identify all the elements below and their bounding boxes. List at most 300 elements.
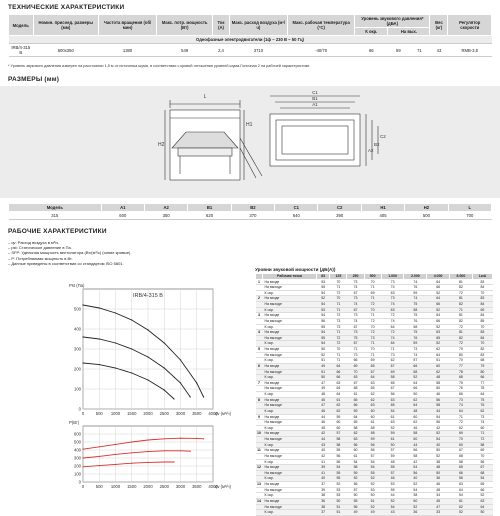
y-tick-label: 0: [78, 406, 81, 412]
sound-cell: 55: [347, 498, 364, 504]
sound-cell: 63: [381, 290, 404, 296]
specs-heading: ТЕХНИЧЕСКИЕ ХАРАКТЕРИСТИКИ: [8, 4, 125, 11]
sound-cell: 57: [364, 453, 381, 459]
sound-cell: 64: [472, 504, 492, 510]
sound-cell: 52: [427, 324, 450, 330]
dims-cell: 640: [275, 212, 318, 220]
sound-cell: 71: [364, 352, 381, 358]
data-point: [131, 463, 132, 464]
sound-cell: 51: [317, 358, 330, 364]
sound-cell: 58: [347, 465, 364, 471]
x-tick-label: 3000: [175, 411, 186, 416]
sound-cell: 66: [450, 392, 473, 398]
sound-cell: 64: [427, 296, 450, 302]
sound-cell: 66: [347, 403, 364, 409]
sound-cell: 67: [364, 369, 381, 375]
front-label-c1: C1: [312, 90, 318, 95]
sound-cell: 71: [347, 347, 364, 353]
sound-cell: 55: [330, 470, 347, 476]
sound-cell: 82: [450, 318, 473, 324]
sound-cell: 72: [364, 302, 381, 308]
sound-cell: 74: [404, 352, 427, 358]
sound-cell: 54: [427, 414, 450, 420]
side-label-h2: H2: [158, 142, 165, 148]
sound-cell: 53: [364, 487, 381, 493]
sound-cell: 48: [427, 487, 450, 493]
sound-row-label: На выходе: [263, 386, 317, 392]
dims-header: L: [448, 204, 491, 212]
sound-cell: 46: [317, 408, 330, 414]
data-point: [99, 307, 100, 308]
sound-cell: 67: [347, 290, 364, 296]
sound-cell: 52: [381, 498, 404, 504]
x-tick-label: 3500: [192, 484, 202, 489]
data-point: [164, 389, 165, 390]
sound-row-label: К окр.: [263, 290, 317, 296]
sound-cell: 63: [347, 375, 364, 381]
sound-row-label: На выходе: [263, 352, 317, 358]
y-axis-label: Pst (Па): [69, 283, 85, 288]
sound-cell: 68: [450, 453, 473, 459]
sound-cell: 44: [381, 493, 404, 499]
sound-cell: 64: [427, 352, 450, 358]
sound-cell: 56: [347, 504, 364, 510]
sound-cell: 62: [381, 358, 404, 364]
sound-cell: 48: [427, 465, 450, 471]
spec-cell: IRB/4-315 B: [9, 44, 34, 57]
sound-cell: 81: [450, 313, 473, 319]
sound-cell: 55: [317, 285, 330, 291]
sound-cell: 77: [472, 380, 492, 386]
dims-table: [8, 203, 492, 220]
sound-cell: 70: [472, 453, 492, 459]
sound-cell: 38: [317, 493, 330, 499]
x-tick-label: 3000: [175, 484, 186, 489]
sound-row-label: На выходе: [263, 285, 317, 291]
sound-row-label: На входе: [263, 296, 317, 302]
sound-cell: 75: [472, 397, 492, 403]
sound-cell: 61: [347, 392, 364, 398]
sound-cell: 64: [381, 324, 404, 330]
spec-subheader: На вых.: [388, 28, 430, 36]
sound-cell: 72: [330, 313, 347, 319]
sound-cell: 65: [381, 380, 404, 386]
sound-cell: 60: [330, 420, 347, 426]
sound-cell: 58: [404, 307, 427, 313]
data-point: [82, 449, 83, 450]
sound-cell: 70: [364, 279, 381, 285]
sound-cell: 63: [381, 307, 404, 313]
sound-cell: 59: [364, 437, 381, 443]
sound-cell: 83: [472, 296, 492, 302]
sound-row-label: К окр.: [263, 408, 317, 414]
sound-cell: 71: [330, 307, 347, 313]
data-point: [180, 450, 181, 451]
sound-cell: 64: [450, 487, 473, 493]
data-point: [115, 464, 116, 465]
sound-cell: 72: [450, 341, 473, 347]
sound-cell: 73: [347, 279, 364, 285]
sound-cell: 70: [364, 347, 381, 353]
sound-cell: 56: [364, 448, 381, 454]
dims-cell: 370: [231, 212, 274, 220]
sound-cell: 59: [381, 453, 404, 459]
sound-point-number: 11: [257, 448, 261, 453]
dims-header: С2: [318, 204, 361, 212]
sound-cell: 38: [317, 504, 330, 510]
sound-cell: 55: [317, 324, 330, 330]
sound-cell: 68: [347, 386, 364, 392]
sound-header: LwA: [472, 274, 492, 280]
sound-cell: 64: [427, 313, 450, 319]
sound-row-label: К окр.: [263, 425, 317, 431]
sound-cell: 51: [330, 504, 347, 510]
data-point: [164, 461, 165, 462]
spec-cell: 549: [157, 44, 213, 57]
sound-cell: 36: [404, 510, 427, 516]
sound-cell: 76: [450, 386, 473, 392]
sound-cell: 47: [427, 504, 450, 510]
sound-row-label: На входе: [263, 397, 317, 403]
sound-cell: 64: [330, 363, 347, 369]
sound-cell: 60: [364, 408, 381, 414]
sound-cell: 45: [427, 498, 450, 504]
data-point: [99, 364, 100, 365]
sound-row-label: К окр.: [263, 459, 317, 465]
sound-row-label: На выходе: [263, 470, 317, 476]
sound-cell: 53: [330, 487, 347, 493]
sound-cell: 67: [347, 341, 364, 347]
x-tick-label: 0: [81, 484, 85, 489]
sound-cell: 58: [450, 459, 473, 465]
x-tick-label: 2000: [143, 411, 153, 416]
sound-cell: 70: [347, 369, 364, 375]
x-tick-label: 2500: [159, 484, 169, 489]
data-point: [196, 438, 197, 439]
dims-cell: 500: [405, 212, 448, 220]
sound-cell: 66: [472, 487, 492, 493]
data-point: [99, 465, 100, 466]
sound-cell: 54: [381, 408, 404, 414]
sound-cell: 66: [404, 386, 427, 392]
sound-cell: 65: [450, 465, 473, 471]
sound-cell: 56: [364, 442, 381, 448]
sound-cell: 79: [472, 363, 492, 369]
chart-title: IRB/4-315 B: [133, 293, 163, 299]
sound-cell: 64: [381, 341, 404, 347]
sound-row-label: На выходе: [263, 403, 317, 409]
sound-cell: 66: [450, 470, 473, 476]
sound-cell: 72: [330, 335, 347, 341]
x-axis-label: qv (м³/ч): [215, 411, 231, 416]
sound-cell: 66: [472, 375, 492, 381]
sound-cell: 67: [381, 386, 404, 392]
sound-cell: 65: [472, 482, 492, 488]
data-point: [173, 398, 174, 399]
sound-cell: 40: [404, 476, 427, 482]
spec-header: Вес (кг): [430, 15, 448, 36]
y-tick-label: 300: [74, 455, 81, 461]
sound-cell: 51: [330, 510, 347, 516]
sound-cell: 76: [404, 335, 427, 341]
sound-cell: 62: [330, 403, 347, 409]
sound-cell: 74: [347, 285, 364, 291]
sound-cell: 67: [347, 380, 364, 386]
sound-cell: 64: [330, 386, 347, 392]
sound-cell: 70: [450, 358, 473, 364]
sound-row-label: К окр.: [263, 392, 317, 398]
data-point: [82, 466, 83, 467]
spec-note: * Уровень звукового давления измерен на расстоянии 1,5 м от источника шума, в соответствии с кривой отношения уровней шума-Гоночная 2 на рабочей характеристике.: [8, 64, 311, 68]
sound-cell: 52: [450, 510, 473, 516]
table-row: [9, 212, 492, 220]
sound-cell: 69: [450, 431, 473, 437]
sound-cell: 53: [317, 307, 330, 313]
data-point: [164, 342, 165, 343]
sound-row-label: К окр.: [263, 476, 317, 482]
sound-cell: 51: [364, 498, 381, 504]
front-label-a1: A1: [312, 102, 318, 107]
sound-cell: 54: [381, 504, 404, 510]
sound-cell: 52: [427, 307, 450, 313]
sound-row-label: На выходе: [263, 318, 317, 324]
sound-cell: 60: [472, 425, 492, 431]
data-point: [147, 356, 148, 357]
sound-cell: 68: [472, 470, 492, 476]
sound-cell: 74: [450, 403, 473, 409]
sound-cell: 44: [427, 408, 450, 414]
dims-cell: 405: [361, 212, 404, 220]
sound-cell: 70: [450, 437, 473, 443]
sound-cell: 52: [404, 375, 427, 381]
spec-group-row: Однофазные электродвигатели (1ф ~ 230 В ~ 50 Гц): [9, 36, 492, 44]
sound-cell: 49: [347, 510, 364, 516]
data-point: [180, 359, 181, 360]
sound-point-number: 6: [256, 363, 263, 369]
sound-cell: 78: [450, 369, 473, 375]
sound-cell: 68: [404, 369, 427, 375]
y-tick-label: 600: [74, 431, 81, 437]
sound-cell: 82: [450, 285, 473, 291]
sound-cell: 82: [450, 302, 473, 308]
sound-cell: 60: [330, 425, 347, 431]
sound-row-label: На входе: [263, 431, 317, 437]
sound-cell: 70: [330, 347, 347, 353]
dims-cell: 620: [188, 212, 231, 220]
sound-cell: 37: [317, 482, 330, 488]
y-tick-label: 400: [74, 326, 81, 332]
dims-header: В1: [188, 204, 231, 212]
sound-row-label: К окр.: [263, 307, 317, 313]
data-point: [115, 454, 116, 455]
sound-cell: 62: [404, 397, 427, 403]
sound-cell: 54: [317, 341, 330, 347]
sound-cell: 70: [364, 324, 381, 330]
sound-cell: 52: [404, 504, 427, 510]
spec-cell: 43: [430, 44, 448, 57]
sound-cell: 65: [364, 363, 381, 369]
sound-cell: 64: [404, 403, 427, 409]
sound-row-label: На выходе: [263, 487, 317, 493]
sound-cell: 73: [450, 397, 473, 403]
sound-cell: 75: [450, 380, 473, 386]
sound-cell: 70: [364, 307, 381, 313]
sound-row-label: На входе: [263, 279, 317, 285]
sound-header: 500: [364, 274, 381, 280]
sound-cell: 54: [317, 302, 330, 308]
sound-cell: 71: [450, 307, 473, 313]
sound-cell: 81: [450, 296, 473, 302]
sound-cell: 58: [330, 437, 347, 443]
sound-cell: 75: [347, 335, 364, 341]
sound-cell: 72: [450, 420, 473, 426]
spec-header: Макс. потр. мощность (Вт): [157, 15, 213, 36]
sound-cell: 54: [427, 437, 450, 443]
table-row: [9, 44, 492, 57]
sound-cell: 71: [381, 347, 404, 353]
sound-cell: 67: [347, 324, 364, 330]
y-tick-label: 400: [74, 447, 81, 453]
pressure-chart: [55, 283, 231, 425]
sound-cell: 50: [427, 470, 450, 476]
sound-cell: 50: [330, 498, 347, 504]
sound-cell: 49: [317, 386, 330, 392]
sound-cell: 56: [347, 482, 364, 488]
sound-cell: 64: [472, 392, 492, 398]
sound-point-number: 5: [256, 347, 263, 353]
sound-cell: 79: [450, 347, 473, 353]
sound-row-label: На выходе: [263, 504, 317, 510]
data-point: [173, 461, 174, 462]
sound-cell: 66: [427, 318, 450, 324]
sound-cell: 62: [427, 369, 450, 375]
data-point: [147, 379, 148, 380]
sound-cell: 58: [347, 425, 364, 431]
sound-cell: 71: [472, 431, 492, 437]
sound-cell: 74: [404, 296, 427, 302]
data-point: [190, 396, 191, 397]
sound-cell: 52: [427, 431, 450, 437]
sound-cell: 50: [472, 510, 492, 516]
data-point: [99, 456, 100, 457]
sound-cell: 84: [472, 302, 492, 308]
sound-cell: 54: [472, 476, 492, 482]
sound-cell: 71: [364, 296, 381, 302]
sound-cell: 62: [450, 425, 473, 431]
sound-cell: 63: [381, 397, 404, 403]
sound-cell: 64: [347, 414, 364, 420]
sound-cell: 72: [364, 330, 381, 336]
sound-cell: 55: [317, 335, 330, 341]
sound-cell: 56: [404, 448, 427, 454]
sound-cell: 51: [427, 358, 450, 364]
sound-cell: 58: [330, 442, 347, 448]
sound-cell: 52: [364, 476, 381, 482]
spec-cell: 66: [355, 44, 388, 57]
sound-cell: 73: [404, 347, 427, 353]
sound-row-label: К окр.: [263, 510, 317, 516]
sound-cell: 38: [404, 493, 427, 499]
sound-cell: 60: [364, 414, 381, 420]
sound-cell: 70: [472, 290, 492, 296]
sound-cell: 59: [404, 290, 427, 296]
sound-row-label: На выходе: [263, 420, 317, 426]
sound-cell: 62: [450, 504, 473, 510]
x-tick-label: 2000: [143, 484, 153, 489]
sound-cell: 44: [317, 414, 330, 420]
sound-row-label: К окр.: [263, 324, 317, 330]
x-tick-label: 0: [81, 411, 85, 416]
sound-cell: 41: [317, 459, 330, 465]
dims-header: А2: [144, 204, 187, 212]
sound-cell: 77: [450, 363, 473, 369]
sound-cell: 74: [347, 318, 364, 324]
sound-cell: 52: [364, 504, 381, 510]
sound-cell: 50: [347, 493, 364, 499]
dims-drawing-panel: [0, 86, 500, 198]
sound-cell: 65: [427, 335, 450, 341]
data-point: [164, 450, 165, 451]
sound-cell: 53: [317, 279, 330, 285]
sound-cell: 49: [364, 510, 381, 516]
sound-cell: 45: [317, 425, 330, 431]
sound-cell: 36: [317, 498, 330, 504]
sound-cell: 57: [347, 487, 364, 493]
sound-cell: 75: [404, 330, 427, 336]
sound-cell: 73: [330, 324, 347, 330]
sound-cell: 48: [317, 392, 330, 398]
sound-cell: 71: [450, 414, 473, 420]
x-tick-label: 1000: [110, 411, 121, 416]
sound-point-number: 14: [257, 498, 261, 503]
sound-cell: 65: [347, 420, 364, 426]
sound-cell: 44: [404, 442, 427, 448]
sound-cell: 42: [317, 453, 330, 459]
sound-row-label: На входе: [263, 347, 317, 353]
sound-cell: 55: [381, 487, 404, 493]
sound-cell: 50: [317, 375, 330, 381]
sound-cell: 63: [364, 380, 381, 386]
sound-cell: 56: [427, 397, 450, 403]
sound-cell: 55: [330, 448, 347, 454]
spec-cell: 600x350: [33, 44, 98, 57]
sound-cell: 57: [330, 431, 347, 437]
sound-row-label: К окр.: [263, 493, 317, 499]
sound-header: 8.000: [450, 274, 473, 280]
sound-cell: 51: [317, 369, 330, 375]
sound-cell: 63: [381, 420, 404, 426]
sound-cell: 61: [381, 437, 404, 443]
sound-cell: 69: [472, 448, 492, 454]
sound-cell: 69: [472, 307, 492, 313]
sound-cell: 38: [427, 459, 450, 465]
spec-subheader: К окр.: [355, 28, 388, 36]
sound-cell: 70: [330, 279, 347, 285]
dims-header: С1: [275, 204, 318, 212]
spec-header: Уровень звукового давления* (дБА): [355, 15, 430, 28]
dims-cell: 700: [448, 212, 491, 220]
sound-cell: 74: [381, 335, 404, 341]
x-tick-label: 500: [95, 411, 103, 416]
sound-cell: 48: [404, 408, 427, 414]
legend-item: – Данные приведены в соответствии со стандартом ISO 5801.: [8, 260, 124, 266]
sound-cell: 37: [317, 510, 330, 516]
spec-cell: 2,4: [213, 44, 230, 57]
sound-cell: 47: [317, 380, 330, 386]
sound-cell: 58: [472, 442, 492, 448]
data-point: [203, 438, 204, 439]
sound-cell: 73: [330, 318, 347, 324]
